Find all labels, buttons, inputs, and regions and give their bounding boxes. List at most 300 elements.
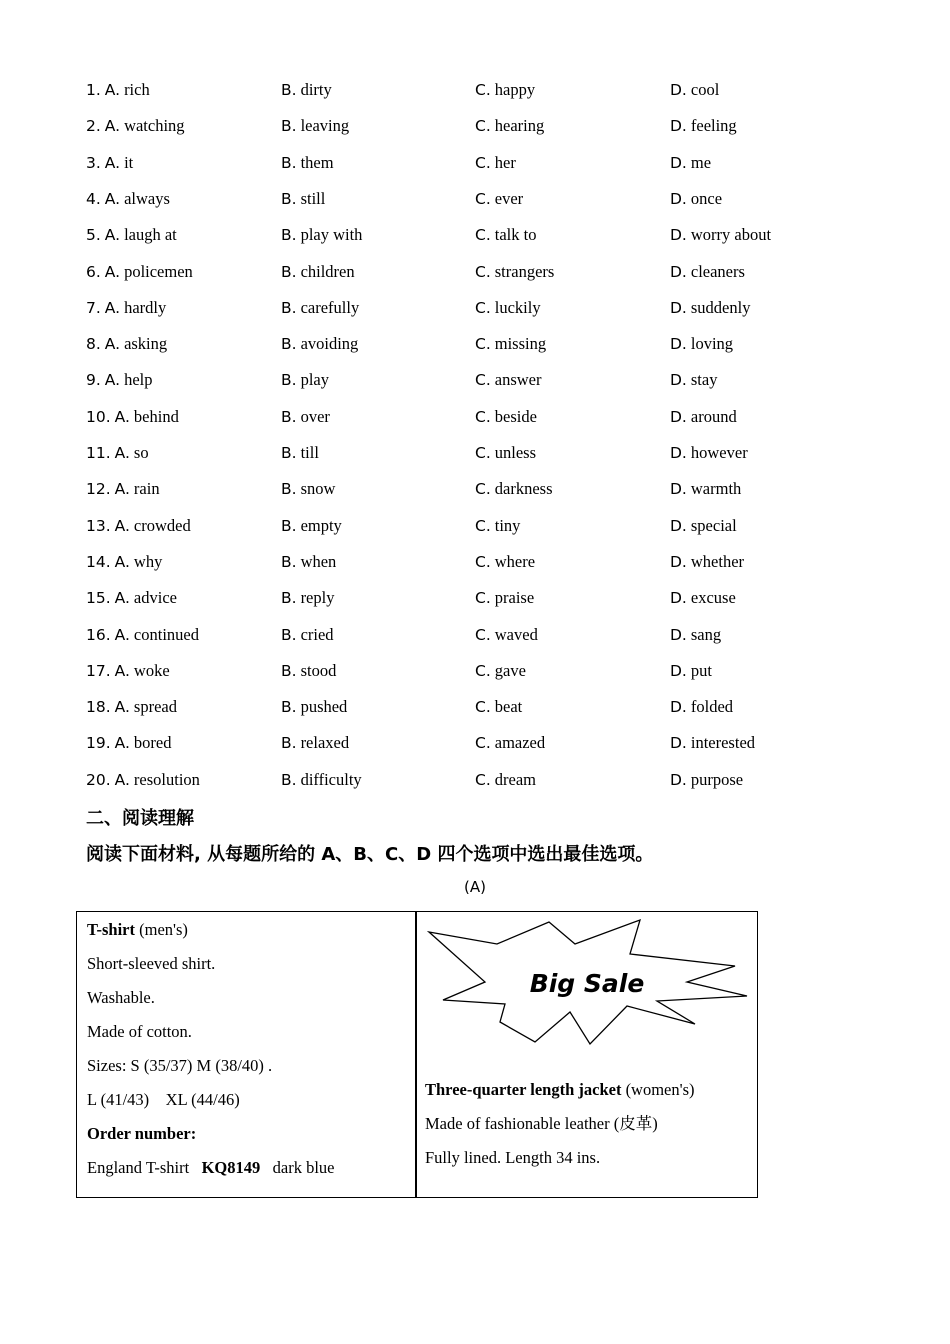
option-letter: B.	[281, 371, 297, 390]
question-row	[0, 625, 950, 655]
option-text: hearing	[494, 116, 545, 136]
option-letter: B.	[281, 589, 297, 608]
option-d	[670, 552, 744, 572]
option-letter: C.	[475, 444, 491, 462]
option-b	[281, 225, 362, 245]
question-row	[0, 153, 950, 183]
option-text: cleaners	[690, 261, 745, 281]
option-text: amazed	[494, 733, 546, 753]
option-letter: C.	[475, 298, 491, 317]
option-text: still	[300, 188, 326, 208]
option-c	[475, 262, 554, 282]
option-text: once	[690, 188, 723, 208]
option-a	[86, 625, 199, 645]
option-text: unless	[494, 443, 536, 462]
option-text: relaxed	[300, 733, 350, 753]
option-text: empty	[300, 515, 342, 535]
option-d	[670, 697, 733, 717]
option-c	[475, 697, 522, 717]
option-d	[670, 661, 712, 681]
option-letter: A.	[104, 153, 121, 172]
option-d	[670, 80, 719, 100]
question-row	[0, 552, 950, 582]
option-text: answer	[494, 370, 542, 390]
option-letter: D.	[670, 226, 687, 245]
option-c	[475, 334, 546, 354]
option-letter: A.	[114, 770, 130, 789]
option-text: luckily	[494, 297, 541, 317]
option-letter: D.	[670, 189, 687, 208]
option-text: continued	[133, 624, 199, 644]
option-text: reply	[300, 588, 335, 608]
option-a	[86, 116, 185, 136]
jacket-ad	[425, 912, 755, 1197]
option-text: beside	[494, 406, 537, 426]
option-letter: C.	[475, 480, 491, 499]
option-d	[670, 370, 717, 390]
jacket-title	[425, 1080, 695, 1114]
jacket-line: Fully lined. Length 34 ins.	[425, 1148, 601, 1167]
option-letter: D.	[670, 734, 687, 753]
option-text: feeling	[690, 116, 737, 136]
option-text: warmth	[690, 479, 742, 499]
question-number: 18.	[86, 698, 111, 717]
tshirt-line: Washable.	[87, 988, 155, 1007]
option-letter: C.	[475, 589, 491, 608]
option-text: why	[133, 551, 163, 571]
option-letter: B.	[281, 734, 297, 753]
option-c	[475, 625, 538, 645]
option-letter: B.	[281, 516, 297, 535]
option-c	[475, 116, 544, 136]
jacket-title-rest: (women's)	[621, 1080, 695, 1099]
option-letter: C.	[475, 770, 491, 789]
option-letter: B.	[281, 552, 297, 571]
option-text: difficulty	[300, 769, 362, 789]
option-letter: D.	[670, 81, 687, 99]
option-text: pushed	[300, 697, 348, 717]
option-b	[281, 153, 334, 173]
question-row	[0, 334, 950, 364]
tshirt-title	[87, 920, 407, 954]
option-text: rich	[124, 80, 150, 99]
question-row	[0, 189, 950, 219]
option-text: cried	[300, 624, 334, 644]
question-number: 2.	[86, 117, 101, 136]
option-letter: D.	[670, 262, 687, 281]
question-row	[0, 661, 950, 691]
option-b	[281, 697, 347, 717]
option-letter: A.	[114, 734, 130, 753]
question-number: 7.	[86, 298, 101, 317]
option-letter: C.	[475, 335, 491, 354]
option-text: folded	[690, 697, 734, 717]
option-d	[670, 189, 722, 209]
question-number: 10.	[86, 407, 111, 426]
option-b	[281, 407, 330, 427]
option-d	[670, 479, 741, 499]
option-d	[670, 334, 733, 354]
option-letter: A.	[114, 589, 130, 608]
option-letter: D.	[670, 625, 687, 644]
option-letter: D.	[670, 153, 687, 172]
option-letter: B.	[281, 153, 297, 172]
option-a	[86, 370, 152, 390]
option-text: watching	[124, 116, 185, 136]
option-d	[670, 770, 743, 790]
option-b	[281, 370, 329, 390]
option-b	[281, 770, 362, 790]
tshirt-ad	[87, 920, 407, 1192]
option-text: sang	[690, 624, 722, 644]
question-number: 17.	[86, 661, 111, 680]
option-letter: C.	[475, 661, 491, 680]
option-letter: D.	[670, 770, 687, 789]
question-row	[0, 733, 950, 763]
option-letter: B.	[281, 480, 297, 499]
option-text: me	[690, 152, 712, 172]
option-a	[86, 189, 170, 209]
order-code: KQ8149	[201, 1158, 261, 1177]
option-letter: B.	[281, 444, 297, 462]
question-row	[0, 479, 950, 509]
option-letter: D.	[670, 516, 687, 535]
option-b	[281, 552, 336, 572]
option-text: asking	[124, 334, 168, 354]
option-a	[86, 334, 167, 354]
option-letter: A.	[114, 625, 130, 644]
order-prefix: England T-shirt	[87, 1158, 202, 1177]
option-text: gave	[494, 660, 526, 680]
option-text: snow	[300, 479, 336, 499]
order-suffix: dark blue	[260, 1158, 335, 1177]
option-c	[475, 588, 534, 608]
option-text: put	[690, 660, 712, 680]
option-d	[670, 407, 737, 427]
option-d	[670, 733, 755, 753]
option-a	[86, 770, 200, 790]
option-letter: A.	[104, 189, 121, 208]
option-a	[86, 661, 170, 681]
option-text: spread	[133, 697, 177, 717]
option-text: bored	[133, 733, 172, 753]
instruction-text: 阅读下面材料, 从每题所给的 A、B、C、D 四个选项中选出最佳选项。	[86, 844, 654, 865]
option-letter: B.	[281, 117, 297, 136]
option-letter: C.	[475, 153, 491, 172]
option-text: beat	[494, 697, 523, 717]
option-a	[86, 516, 191, 536]
option-letter: A.	[114, 407, 130, 426]
section-title: 二、阅读理解	[86, 808, 194, 829]
option-d	[670, 516, 737, 536]
table-divider	[415, 912, 417, 1197]
option-letter: C.	[475, 552, 491, 571]
option-letter: D.	[670, 407, 687, 426]
option-c	[475, 661, 526, 681]
option-text: resolution	[133, 769, 200, 789]
option-d	[670, 298, 750, 318]
question-number: 9.	[86, 371, 101, 390]
option-letter: D.	[670, 552, 687, 571]
option-a	[86, 407, 179, 427]
option-d	[670, 225, 771, 245]
option-text: waved	[494, 624, 538, 644]
option-text: cool	[690, 80, 720, 99]
option-letter: D.	[670, 480, 687, 499]
option-text: carefully	[300, 297, 360, 317]
option-text: ever	[494, 188, 524, 208]
option-letter: C.	[475, 81, 491, 99]
question-number: 20.	[86, 770, 111, 789]
option-text: it	[124, 152, 134, 172]
option-b	[281, 189, 325, 209]
option-text: advice	[133, 588, 177, 608]
option-text: avoiding	[300, 334, 359, 354]
option-text: her	[494, 152, 516, 172]
tshirt-title-rest: (men's)	[135, 920, 188, 939]
option-a	[86, 588, 177, 608]
option-a	[86, 80, 150, 100]
advertisement-table	[76, 911, 758, 1198]
option-c	[475, 225, 536, 245]
option-b	[281, 116, 349, 136]
option-c	[475, 733, 545, 753]
question-row	[0, 370, 950, 400]
option-letter: C.	[475, 698, 491, 717]
option-text: interested	[690, 733, 756, 753]
question-number: 12.	[86, 480, 111, 499]
option-text: when	[300, 551, 337, 571]
jacket-title-bold: Three-quarter length jacket	[425, 1080, 622, 1099]
option-text: happy	[494, 80, 536, 99]
option-a	[86, 697, 177, 717]
option-a	[86, 298, 166, 318]
option-b	[281, 262, 355, 282]
question-number: 15.	[86, 589, 111, 608]
option-text: strangers	[494, 261, 555, 281]
option-letter: A.	[114, 516, 130, 535]
option-letter: A.	[114, 480, 130, 499]
order-number-line	[87, 1158, 407, 1192]
question-number: 14.	[86, 552, 111, 571]
question-row	[0, 770, 950, 800]
option-b	[281, 479, 335, 499]
option-letter: B.	[281, 335, 297, 354]
option-letter: A.	[104, 371, 121, 390]
option-text: where	[494, 551, 536, 571]
option-text: woke	[133, 660, 170, 680]
option-letter: A.	[104, 226, 121, 245]
option-text: leaving	[300, 116, 350, 136]
option-a	[86, 552, 162, 572]
option-letter: C.	[475, 226, 491, 245]
question-row	[0, 516, 950, 546]
option-letter: A.	[104, 335, 121, 354]
option-c	[475, 516, 520, 536]
option-text: stood	[300, 660, 337, 680]
question-row	[0, 697, 950, 727]
option-text: however	[690, 443, 748, 462]
tshirt-line: Made of cotton.	[87, 1022, 192, 1041]
option-letter: B.	[281, 698, 297, 717]
option-a	[86, 225, 177, 245]
option-b	[281, 334, 358, 354]
option-b	[281, 588, 334, 608]
option-text: whether	[690, 551, 745, 571]
option-letter: B.	[281, 625, 297, 644]
question-row	[0, 225, 950, 255]
option-a	[86, 262, 193, 282]
option-letter: D.	[670, 371, 687, 390]
option-c	[475, 552, 535, 572]
question-number: 5.	[86, 226, 101, 245]
option-a	[86, 733, 172, 753]
option-d	[670, 588, 736, 608]
option-letter: C.	[475, 734, 491, 753]
option-b	[281, 516, 342, 536]
option-letter: A.	[114, 444, 130, 462]
option-b	[281, 443, 319, 463]
option-d	[670, 625, 721, 645]
option-letter: B.	[281, 226, 297, 245]
option-letter: B.	[281, 262, 297, 281]
option-letter: D.	[670, 444, 687, 462]
option-letter: C.	[475, 117, 491, 136]
option-letter: D.	[670, 661, 687, 680]
jacket-details	[425, 1080, 695, 1182]
option-letter: A.	[104, 117, 121, 136]
question-number: 19.	[86, 734, 111, 753]
option-b	[281, 298, 359, 318]
option-text: always	[124, 188, 170, 208]
option-text: special	[690, 515, 737, 535]
option-text: darkness	[494, 479, 553, 499]
tshirt-line: Sizes: S (35/37) M (38/40) .	[87, 1056, 273, 1075]
question-number: 8.	[86, 335, 101, 354]
option-text: loving	[690, 334, 734, 354]
option-letter: A.	[114, 552, 130, 571]
tshirt-line: L (41/43) XL (44/46)	[87, 1090, 240, 1109]
option-text: them	[300, 152, 334, 172]
option-c	[475, 298, 541, 318]
option-letter: C.	[475, 625, 491, 644]
option-text: suddenly	[690, 297, 751, 317]
option-letter: C.	[475, 516, 491, 535]
option-c	[475, 443, 536, 463]
option-text: tiny	[494, 515, 521, 535]
option-letter: B.	[281, 298, 297, 317]
option-letter: A.	[104, 81, 121, 99]
option-text: purpose	[690, 769, 744, 789]
option-text: play	[300, 370, 329, 390]
option-text: hardly	[124, 297, 167, 317]
option-letter: D.	[670, 335, 687, 354]
order-number-label: Order number:	[87, 1124, 197, 1143]
option-letter: D.	[670, 698, 687, 717]
question-row	[0, 262, 950, 292]
option-d	[670, 443, 748, 463]
option-d	[670, 153, 711, 173]
option-text: rain	[133, 479, 160, 499]
option-letter: C.	[475, 371, 491, 390]
tshirt-title-bold: T-shirt	[87, 920, 135, 939]
option-c	[475, 189, 523, 209]
option-letter: B.	[281, 81, 297, 99]
question-number: 1.	[86, 81, 101, 99]
option-c	[475, 153, 516, 173]
option-letter: A.	[104, 262, 121, 281]
option-letter: B.	[281, 661, 297, 680]
option-letter: B.	[281, 407, 297, 426]
question-row	[0, 588, 950, 618]
option-letter: A.	[114, 698, 130, 717]
option-a	[86, 443, 149, 463]
option-c	[475, 770, 536, 790]
jacket-line: Made of fashionable leather (皮革)	[425, 1114, 658, 1133]
question-row	[0, 116, 950, 146]
option-d	[670, 116, 737, 136]
option-text: behind	[133, 406, 179, 426]
option-text: around	[690, 406, 737, 426]
option-text: stay	[690, 370, 718, 390]
option-c	[475, 370, 541, 390]
option-c	[475, 80, 535, 100]
tshirt-line: Short-sleeved shirt.	[87, 954, 216, 973]
option-text: dream	[494, 769, 536, 789]
option-text: praise	[494, 588, 535, 608]
option-text: dirty	[300, 80, 332, 99]
question-number: 16.	[86, 625, 111, 644]
option-b	[281, 80, 332, 100]
option-letter: C.	[475, 407, 491, 426]
passage-label: (A)	[464, 878, 486, 896]
option-c	[475, 407, 537, 427]
question-number: 11.	[86, 444, 111, 462]
option-c	[475, 479, 552, 499]
option-a	[86, 479, 160, 499]
option-text: worry about	[690, 225, 772, 245]
option-letter: A.	[114, 661, 130, 680]
option-text: policemen	[124, 261, 193, 281]
option-text: play with	[300, 225, 363, 245]
question-row	[0, 407, 950, 437]
option-text: so	[133, 443, 149, 462]
option-text: laugh at	[124, 225, 177, 245]
question-row	[0, 80, 950, 110]
option-letter: C.	[475, 262, 491, 281]
option-b	[281, 661, 336, 681]
option-a	[86, 153, 133, 173]
question-number: 3.	[86, 153, 101, 172]
option-letter: D.	[670, 117, 687, 136]
option-text: crowded	[133, 515, 191, 535]
option-text: missing	[494, 334, 547, 354]
option-letter: B.	[281, 189, 297, 208]
option-letter: B.	[281, 770, 297, 789]
option-letter: A.	[104, 298, 121, 317]
option-d	[670, 262, 745, 282]
option-text: over	[300, 406, 330, 426]
big-sale-starburst-icon	[425, 914, 755, 1054]
option-b	[281, 625, 334, 645]
option-text: till	[300, 443, 319, 462]
option-letter: D.	[670, 298, 687, 317]
question-number: 6.	[86, 262, 101, 281]
question-row	[0, 443, 950, 473]
option-letter: C.	[475, 189, 491, 208]
question-number: 13.	[86, 516, 111, 535]
option-text: talk to	[494, 225, 537, 245]
